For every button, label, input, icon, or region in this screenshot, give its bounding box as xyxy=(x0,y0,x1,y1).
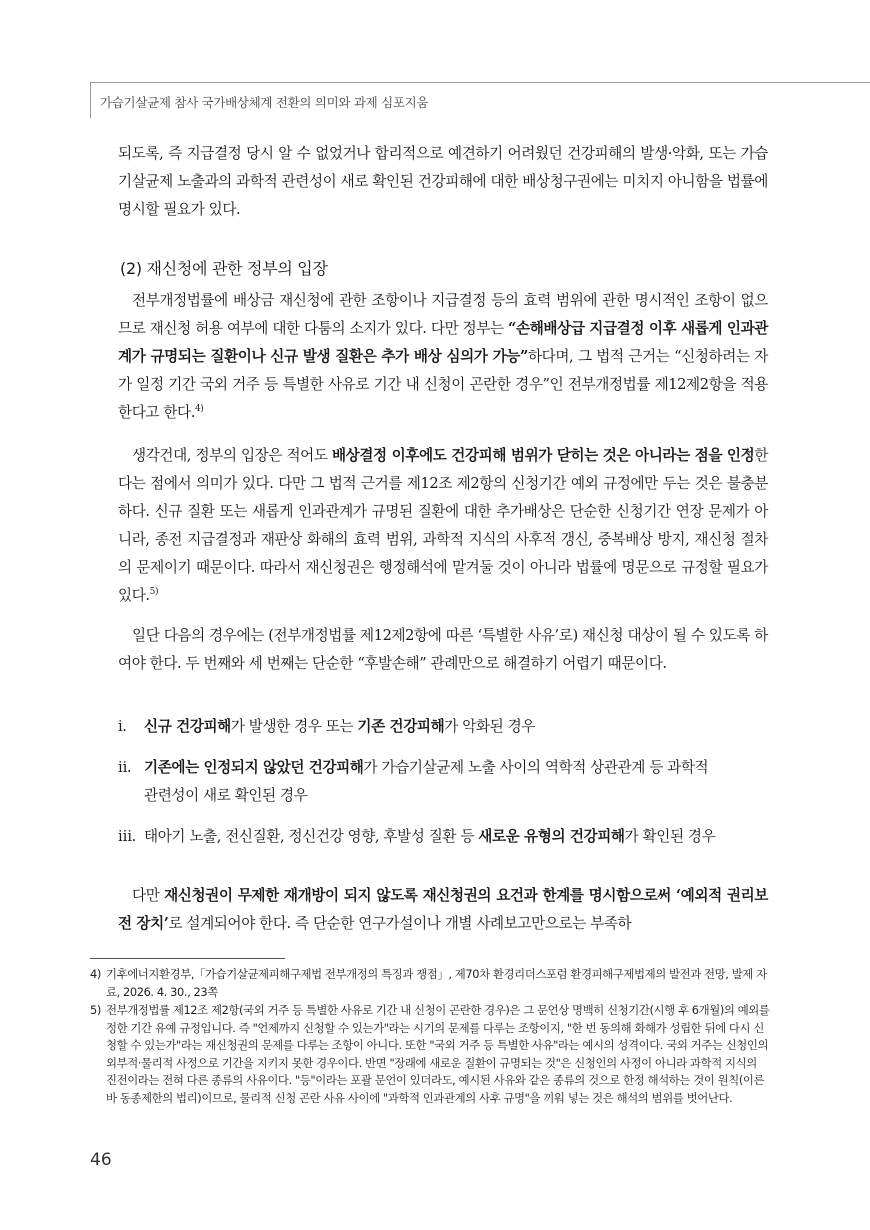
paragraph-conclusion xyxy=(118,882,768,938)
list-text: 가 확인된 경우 xyxy=(624,828,716,845)
emphasis-text: 재신청권이 무제한 재개방이 되지 않도록 재신청권의 요건과 한계를 명시함으로써 ‘예외적 권리보전 장치’ xyxy=(118,887,768,932)
paragraph-text: 하다며, 그 법적 근거는 “신청하려는 자가 일정 기간 국외 거주 등 특별한 사유로 기간 내 신청이 곤란한 경우”인 전부개정법률 제12제2항을 적용한다고 한다. xyxy=(118,348,768,421)
list-number: ⅱ. xyxy=(118,759,132,776)
emphasis-text: 새로운 유형의 건강피해 xyxy=(478,828,625,845)
header-vertical-bar xyxy=(90,83,91,118)
section-heading: (2) 재신청에 관한 정부의 입장 xyxy=(120,259,328,278)
list-text: 가 악화된 경우 xyxy=(444,718,535,735)
emphasis-text: 기존 건강피해 xyxy=(357,718,445,735)
paragraph-text: 생각건대, 정부의 입장은 적어도 xyxy=(132,447,332,464)
list-item xyxy=(118,713,778,741)
emphasis-text: 배상결정 이후에도 건강피해 범위가 닫히는 것은 아니라는 점을 인정 xyxy=(331,447,755,464)
paragraph-text: 전부개정법률에 배상금 재신청에 관한 조항이나 지급결정 등의 효력 범위에 관한 명시적인 조항이 없으므로 재신청 허용 여부에 대한 다툼의 소지가 있다. 다만 정부는 xyxy=(118,292,768,337)
running-header-title: 가습기살균제 참사 국가배상체계 전환의 의미와 과제 심포지움 xyxy=(100,95,429,110)
footnote-text: 기후에너지환경부,「가습기살균제피해구제법 전부개정의 특징과 쟁점」, 제70차 환경리더스포럼 환경피해구제법제의 발전과 전망, 발제 자료, 2026. 4. 30., 23쪽 xyxy=(106,967,767,999)
paragraph-text: 한다는 점에서 의미가 있다. 다만 그 법적 근거를 제12조 제2항의 신청기간 예외 규정에만 두는 것은 불충분하다. 신규 질환 또는 새롭게 인과관계가 규명된 질환에 대한 추가배상은 단순한 신청기간 연장 문제가 아니라, 종전 지급결정과 재판상 화해의 효력 범위, 과학적 지식의 사후적 갱신, 중복배상 방지, 재신청 절차의 문제이기 때문이다. 따라서 재신청권은 행정해석에 맡겨둘 것이 아니라 법률에 명문으로 규정할 필요가 있다. xyxy=(118,447,769,604)
footnote-number: 4) xyxy=(90,967,101,981)
paragraph-analysis xyxy=(118,442,768,610)
emphasis-text: “손해배상급 지급결정 이후 새롭게 인과관계가 규명되는 질환이나 신규 발생 질환은 추가 배상 심의가 가능” xyxy=(118,320,768,365)
footnote-number: 5) xyxy=(90,1003,101,1017)
footnote-ref: 5) xyxy=(149,587,159,598)
list-text: 가 발생한 경우 또는 xyxy=(230,718,358,735)
footnote-separator xyxy=(90,958,285,959)
header-rule xyxy=(90,82,870,83)
paragraph-government-position xyxy=(118,287,768,427)
footnote-ref: 4) xyxy=(194,404,204,415)
list-number: ⅲ. xyxy=(118,828,136,845)
paragraph-cases-intro: 일단 다음의 경우에는 (전부개정법률 제12제2항에 따른 ‘특별한 사유’로) 재신청 대상이 될 수 있도록 하여야 한다. 두 번째와 세 번째는 단순한 “후발손해” 관례만으로 해결하기 어렵기 때문이다. xyxy=(118,627,768,672)
emphasis-text: 신규 건강피해 xyxy=(144,718,231,735)
paragraph-continued: 되도록, 즉 지급결정 당시 알 수 없었거나 합리적으로 예견하기 어려웠던 건강피해의 발생·악화, 또는 가습기살균제 노출과의 과학적 관련성이 새로 확인된 건강피해에 대한 배상청구권에는 미치지 아니함을 법률에 명시할 필요가 있다. xyxy=(118,145,768,218)
list-text: 가 가습기살균제 노출 사이의 역학적 상관관계 등 과학적 xyxy=(363,759,709,776)
list-item xyxy=(118,754,778,810)
paragraph-text: 다만 xyxy=(132,887,165,904)
footnote-5 xyxy=(90,1002,770,1107)
list-text: 태아기 노출, 전신질환, 정신건강 영향, 후발성 질환 등 xyxy=(144,828,479,845)
page-number: 46 xyxy=(90,1150,112,1170)
footnote-text: 전부개정법률 제12조 제2항(국외 거주 등 특별한 사유로 기간 내 신청이 곤란한 경우)은 그 문언상 명백히 신청기간(시행 후 6개월)의 예외를 정한 기간 유예 규정입니다. 즉 "언제까지 신청할 수 있는가"라는 시기의 문제를 다루는 조항이지, "한 번 동의해 화해가 성립한 뒤에 다시 신청할 수 있는가"라는 재신청권의 문제를 다루는 조항이 아니다. 또한 "국외 거주 등 특별한 사유"라는 예시의 성격이다. 국외 거주는 신청인의 외부적·물리적 사정으로 기간을 지키지 못한 경우이다. 반면 "장래에 새로운 질환이 규명되는 것"은 신청인의 사정이 아니라 과학적 지식의 진전이라는 전혀 다른 종류의 사유이다. "등"이라는 포괄 문언이 있더라도, 예시된 사유와 같은 종류의 것으로 한정 해석하는 것이 원칙(이른바 동종제한의 법리)이므로, 물리적 신청 곤란 사유 사이에 "과학적 인과관계의 사후 규명"을 끼워 넣는 것은 해석의 범위를 벗어난다. xyxy=(106,1003,770,1105)
list-number: ⅰ. xyxy=(118,718,127,735)
list-text: 관련성이 새로 확인된 경우 xyxy=(144,787,308,804)
list-item xyxy=(118,823,778,851)
paragraph-text: 로 설계되어야 한다. 즉 단순한 연구가설이나 개별 사례보고만으로는 부족하 xyxy=(168,915,632,932)
footnote-4 xyxy=(90,966,770,1001)
emphasis-text: 기존에는 인정되지 않았던 건강피해 xyxy=(144,759,364,776)
